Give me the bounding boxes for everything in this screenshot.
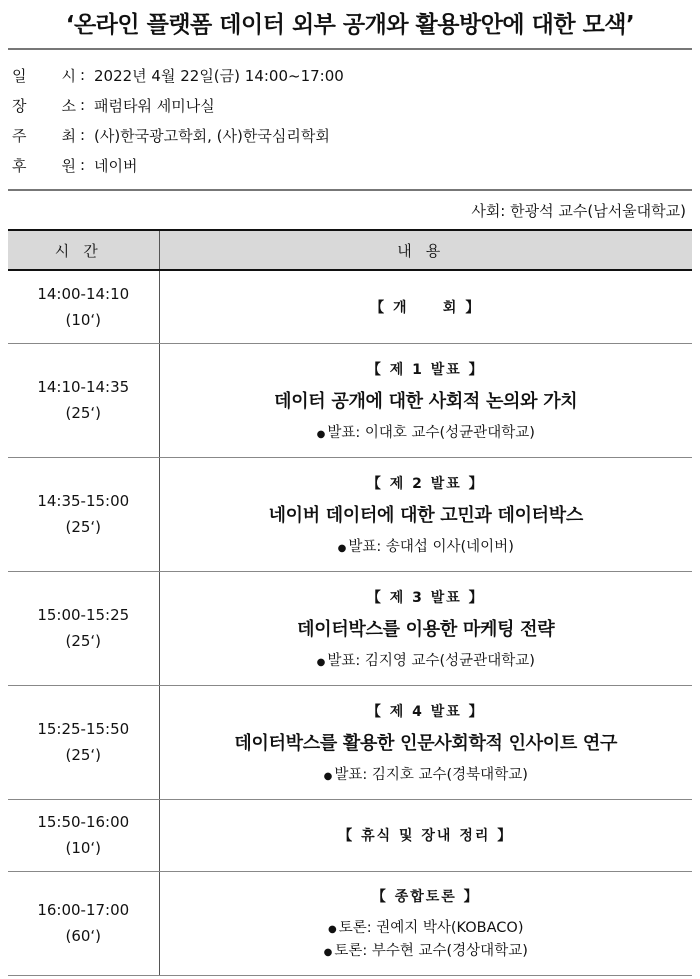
info-sep: : [80,156,86,174]
time-duration: (25‘) [65,632,102,650]
speaker-text: 발표: 이대호 교수(성균관대학교) [327,424,535,441]
content-cell [159,685,692,799]
session-label: 【 제 2 발표 】 [366,475,485,492]
time-range: 15:50-16:00 [37,813,130,831]
table-header-row [8,230,692,270]
table-row [8,799,692,871]
info-row-sponsor [12,150,692,180]
time-duration: (60‘) [65,927,102,945]
schedule-table [8,229,692,976]
time-cell [8,343,159,457]
moderator-text: 사회: 한광석 교수(남서울대학교) [471,202,686,220]
session-label: 【 제 3 발표 】 [366,589,485,606]
content-cell [159,871,692,975]
speaker-line [161,916,692,937]
divider [8,48,692,50]
table-row [8,571,692,685]
content-cell [159,457,692,571]
speaker-text: 발표: 김지호 교수(경북대학교) [334,766,528,783]
speaker-text: 발표: 송대섭 이사(네이버) [348,538,514,555]
time-cell [8,799,159,871]
info-key-char: 최 [61,126,76,145]
header-content: 내용 [159,230,692,270]
talk-title: 데이터 공개에 대한 사회적 논의와 가치 [274,390,578,412]
speaker-line [161,421,692,442]
time-cell [8,457,159,571]
bullet-icon: ● [328,924,337,935]
speaker-text: 발표: 김지영 교수(성균관대학교) [327,652,535,669]
bullet-icon: ● [323,947,333,958]
time-cell [8,685,159,799]
info-key [12,95,80,116]
info-key-char: 일 [12,66,27,85]
bullet-icon: ● [316,656,326,668]
info-sep: : [80,96,86,114]
time-duration: (10‘) [65,310,102,329]
session-label: 【 제 4 발표 】 [366,703,485,720]
time-range: 16:00-17:00 [37,901,130,919]
info-key [12,65,80,86]
session-label: 【 개 회 】 [370,299,482,316]
talk-title: 데이터박스를 활용한 인문사회학적 인사이트 연구 [234,732,618,754]
info-key-char: 시 [61,66,76,85]
content-cell [159,799,692,871]
time-range: 14:00-14:10 [37,284,130,303]
time-cell [8,871,159,975]
info-value: 네이버 [94,156,138,175]
table-row [8,457,692,571]
table-row [8,343,692,457]
table-row [8,685,692,799]
talk-title: 네이버 데이터에 대한 고민과 데이터박스 [268,504,583,526]
bullet-icon: ● [337,542,347,554]
content-cell [159,343,692,457]
info-row-date [12,60,692,90]
bullet-icon: ● [323,770,333,782]
info-sep: : [80,126,86,144]
speaker-line [161,649,692,670]
session-label: 【 휴식 및 장내 정리 】 [338,828,514,844]
time-range: 14:10-14:35 [37,378,130,396]
info-value: 2022년 4월 22일(금) 14:00~17:00 [94,66,344,85]
table-row [8,270,692,343]
speaker-text: 토론: 부수현 교수(경상대학교) [334,943,528,959]
table-row [8,871,692,975]
info-key-char: 후 [12,156,27,175]
info-value: (사)한국광고학회, (사)한국심리학회 [94,126,330,145]
info-sep: : [80,66,86,84]
page-title: ‘온라인 플랫폼 데이터 외부 공개와 활용방안에 대한 모색’ [65,12,635,38]
speaker-line [161,535,692,556]
bullet-icon: ● [316,428,326,440]
header-time: 시간 [8,230,159,270]
talk-title: 데이터박스를 이용한 마케팅 전략 [297,618,555,640]
session-label: 【 종합토론 】 [371,889,480,905]
info-key-char: 소 [61,96,76,115]
info-key [12,125,80,146]
content-cell [159,571,692,685]
speaker-line [161,763,692,784]
info-key-char: 원 [61,156,76,175]
info-key-char: 장 [12,96,27,115]
speaker-text: 토론: 권예지 박사(KOBACO) [338,920,524,936]
time-duration: (25‘) [65,518,102,536]
time-duration: (10‘) [65,839,102,857]
time-range: 15:00-15:25 [37,606,130,624]
info-key [12,155,80,176]
time-range: 15:25-15:50 [37,720,130,738]
content-cell [159,270,692,343]
info-key-char: 주 [12,126,27,145]
event-info [12,60,692,180]
session-label: 【 제 1 발표 】 [366,361,485,378]
time-cell [8,571,159,685]
time-cell [8,270,159,343]
info-row-place [12,90,692,120]
time-range: 14:35-15:00 [37,492,130,510]
time-duration: (25‘) [65,746,102,764]
divider [8,189,692,191]
info-value: 패럼타워 세미나실 [94,96,215,115]
speaker-line [161,939,692,960]
time-duration: (25‘) [65,404,102,422]
info-row-host [12,120,692,150]
